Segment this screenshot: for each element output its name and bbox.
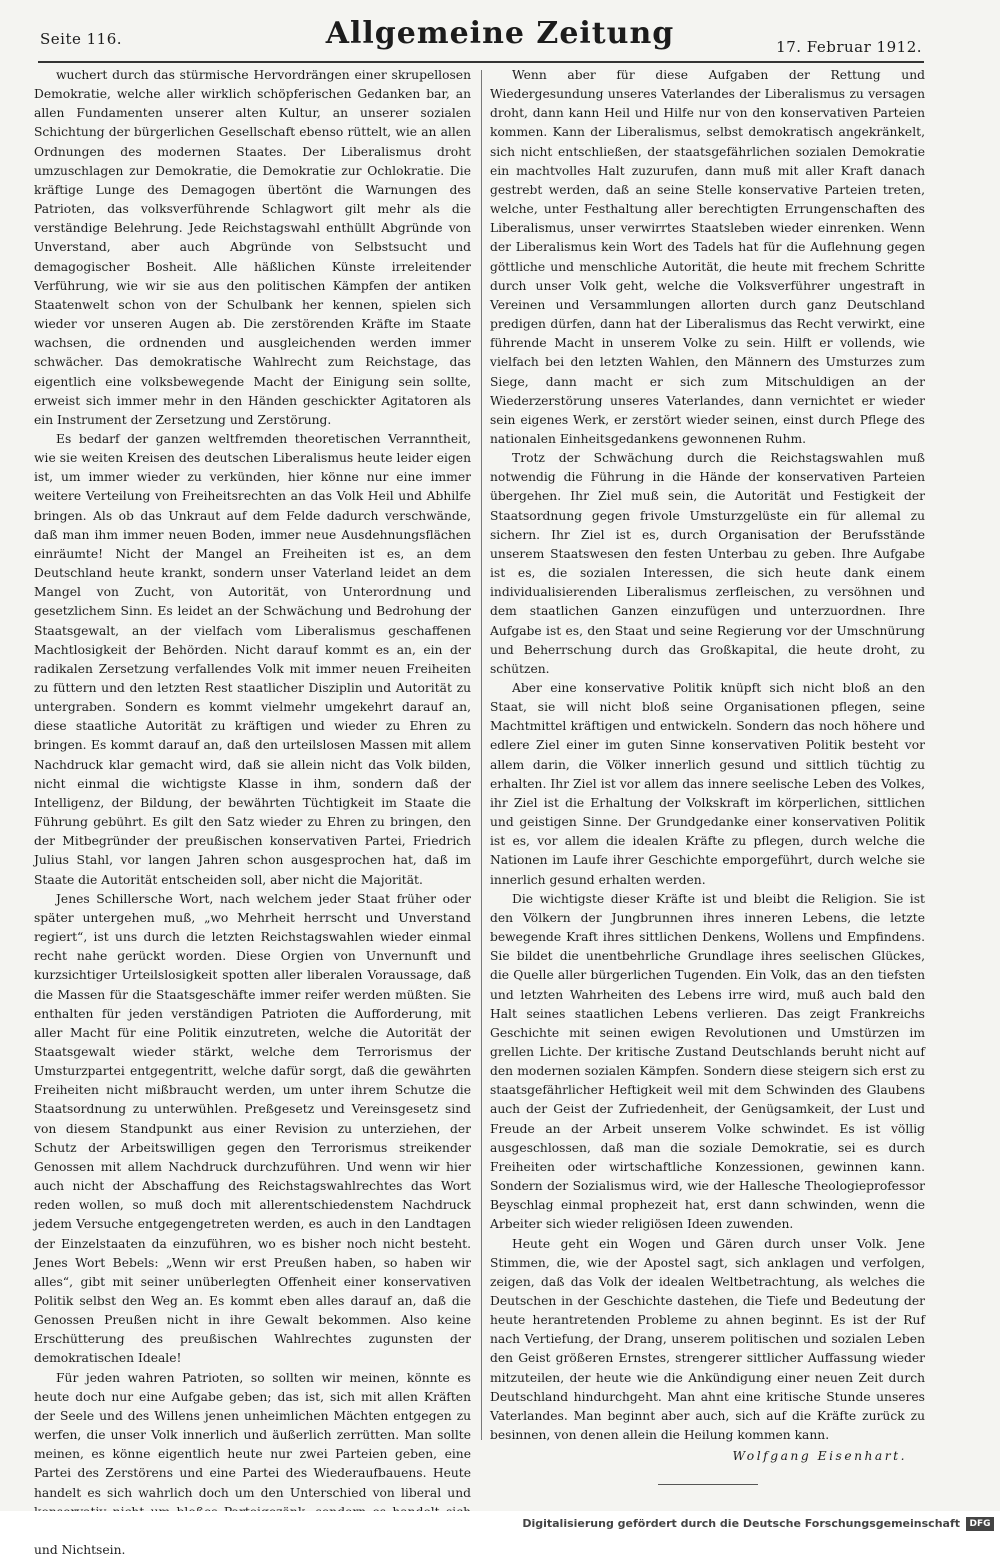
right-column [490, 66, 925, 1485]
paragraph: Für jeden wahren Patrioten, so sollten wir meinen, könnte es heute doch nur eine Aufgabe geben; das ist, sich mit allen Kräften der Seele und des Willens jenen unheimlichen Mächten entgegen zu werfen, die unser Volk innerlich und äußerlich zerrütten. Man sollte meinen, es könne eigentlich heute nur zwei Parteien geben, eine Partei des Zerstörens und eine Partei des Wiederaufbauens. Heute handelt es sich wahrlich doch um den Unterschied von liberal und und Nichtsein. [34, 1370, 471, 1558]
article-end-rule [658, 1484, 758, 1485]
dfg-logo: DFG [966, 1517, 994, 1531]
paragraph: wuchert durch das stürmische Hervordrängen einer skrupellosen Demokratie, welche aller wirklich schöpferischen Gedanken bar, an allen Fundamenten unserer alten Kultur, an unserer sozialen Schichtung der bürgerlichen Gesellschaft ebenso rüttelt, wie an allen Ordnungen des modernen Staates. Der Liberalismus droht umzuschlagen zur Demokratie, die Demokratie zur Ochlokratie. Die kräftige Lunge des Demagogen übertönt die Warnungen des Patrioten, das volksverführende Schlagwort gilt mehr als die verständige Belehrung. Jede Reichstagswahl enthüllt Abgründe von Unverstand, aber auch Abgründe von Selbstsucht und demagogischer Bosheit. Alle häßlichen Künste irreleitender Verführung, wie wir sie aus den politischen Kämpfen der antiken Staatenwelt schon von der Schulbank her kennen, spielen sich wieder vor unseren Augen ab. Die zerstörenden Kräfte im Staate wachsen, die ordnenden und ausgleichenden werden immer schwächer. Das demokratische Wahlrecht zum Reichstage, das eigentlich eine volksbewegende Macht der Einigung sein sollte, erweist sich immer mehr in den Händen geschickter Agitatoren als ein Instrument der Zersetzung und Zerstörung. [34, 68, 471, 427]
left-column [34, 66, 471, 1560]
paragraph: Es bedarf der ganzen weltfremden theoretischen Verranntheit, wie sie weiten Kreisen des deutschen Liberalismus heute leider eigen ist, um immer wieder zu verkünden, hier könne nur eine immer weitere Verteilung von Freiheitsrechten an das Volk Heil und Abhilfe bringen. Als ob das Unkraut auf dem Felde dadurch verschwände, daß man ihm immer neuen Boden, immer neue Ausdehnungsflächen einräumte! Nicht der Mangel an Freiheiten ist es, an dem Deutschland heute krankt, sondern unser Vaterland leidet an dem Mangel von Zucht, von Autorität, von Unterordnung und gesetzlichem Sinn. Es leidet an der Schwächung und Bedrohung der Staatsgewalt, an der vielfach vom Liberalismus geschaffenen Machtlosigkeit der Behörden. Nicht darauf kommt es an, ein der radikalen Zersetzung verfallendes Volk mit immer neuen Freiheiten zu füttern und den letzten Rest staatlicher Disziplin und Autorität zu untergraben. Sondern es kommt vielmehr umgekehrt darauf an, diese staatliche Autorität zu kräftigen und wieder zu Ehren zu bringen. Es kommt darauf an, daß den urteilslosen Massen mit allem Nachdruck klar gemacht wird, daß sie allein nicht das Volk bilden, nicht einmal die wichtigste Klasse in ihm, sondern daß der Intelligenz, der Bildung, der bewährten Tüchtigkeit im Staate die Führung gebührt. Es gilt den Satz wieder zu Ehren zu bringen, den der Mitbegründer der preußischen konservativen Partei, Friedrich Julius Stahl, vor langen Jahren schon ausgesprochen hat, daß im Staate die Autorität entscheiden soll, aber nicht die Majorität. [34, 431, 471, 887]
paragraph: Wenn aber für diese Aufgaben der Rettung und Wiedergesundung unseres Vaterlandes der Liberalismus zu versagen droht, dann kann Heil und Hilfe nur von den konservativen Parteien kommen. Kann der Liberalismus, selbst demokratisch angekränkelt, sich nicht entschließen, der staatsgefährlichen sozialen Demokratie ein machtvolles Halt zuzurufen, dann muß mit aller Kraft danach gestrebt werden, daß an seine Stelle konservative Parteien treten, welche, unter Festhaltung aller berechtigten Errungenschaften des Liberalismus, unser verwirrtes Staatsleben wieder einrenken. Wenn der Liberalismus kein Wort des Tadels hat für die Auflehnung gegen göttliche und menschliche Autorität, die heute mit frechem Schritte durch unser Volk geht, welche die Volksverführer ungestraft in Vereinen und Versammlungen allorten durch ganz Deutschland predigen dürfen, dann hat der Liberalismus das Recht verwirkt, eine führende Macht in unserem Volke zu sein. Hilft er vollends, wie vielfach bei den letzten Wahlen, den Männern des Umsturzes zum Siege, dann macht er sich zum Mitschuldigen an der Wiederzerstörung unseres Vaterlandes, dann vernichtet er wieder sein eigenes Werk, er zerstört wieder seinen, einst durch Pflege des nationalen Einheitsgedankens gewonnenen Ruhm. [490, 68, 925, 446]
header-rule [38, 61, 924, 63]
funding-note: Digitalisierung gefördert durch die Deutsche Forschungsgemeinschaft [522, 1517, 960, 1530]
paragraph: Jenes Schillersche Wort, nach welchem jeder Staat früher oder später untergehen muß, „wo Mehrheit herrscht und Unverstand regiert“, ist uns durch die letzten Reichstagswahlen wieder einmal recht nahe gerückt worden. Diese Orgien von Unvernunft und kurzsichtiger Urteilslosigkeit spotten aller liberalen Voraussage, daß die Massen für die Staatsgeschäfte immer reifer werden müßten. Sie enthalten für jeden verständigen Patrioten die Aufforderung, mit aller Macht für eine Politik einzutreten, welche die Autorität der Staatsgewalt wieder stärkt, welche dem Terrorismus der Umsturzpartei entgegentritt, welche dafür sorgt, daß die gewährten Freiheiten nicht mißbraucht werden, um unter ihrem Schutze die Staatsordnung zu unterwühlen. Preßgesetz und Vereinsgesetz sind von diesem Standpunkt aus einer Revision zu unterziehen, der Schutz der Arbeitswilligen gegen den Terrorismus streikender Genossen mit allem Nachdruck durchzuführen. Und wenn wir hier auch nicht der Abschaffung des Reichstagswahlrechtes das Wort reden wollen, so muß doch mit allerentschiedenstem Nachdruck jedem Versuche entgegengetreten werden, es auch in den Landtagen der Einzelstaaten da einzuführen, wo es bisher noch nicht besteht. Jenes Wort Bebels: „Wenn wir erst Preußen haben, so haben wir alles“, gibt mit seiner unüberlegten Offenheit einer konservativen Politik selbst den Weg an. Es kommt eben alles darauf an, daß die Genossen Preußen nicht in ihre Gewalt bekommen. Also keine Erschütterung des preußischen Wahlrechtes zugunsten der demokratischen Ideale! [34, 891, 471, 1366]
page-number: Seite 116. [40, 30, 123, 48]
paragraph: Heute geht ein Wogen und Gären durch unser Volk. Jene Stimmen, die, wie der Apostel sagt, sich anklagen und verfolgen, zeigen, daß das Volk der idealen Weltbetrachtung, als welches die Deutschen in der Geschichte dastehen, die Tiefe und Bedeutung der heute herantretenden Probleme zu ahnen beginnt. Es ist der Ruf nach Vertiefung, der Drang, unserem politischen und sozialen Leben den Geist größeren Ernstes, strengerer sittlicher Auffassung wieder mitzuteilen, der heute wie die Ankündigung einer neuen Zeit durch Deutschland hindurchgeht. Man ahnt eine kritische Stunde unseres Vaterlandes. Man beginnt aber auch, sich auf die Kräfte zurück zu besinnen, von denen allein die Heilung kommen kann. [490, 1236, 925, 1443]
paragraph: Aber eine konservative Politik knüpft sich nicht bloß an den Staat, sie will nicht bloß seine Organisationen pflegen, seine Machtmittel kräftigen und entwickeln. Sondern das noch höhere und edlere Ziel einer im guten Sinne konservativen Politik besteht vor allem darin, die Völker innerlich gesund und sittlich tüchtig zu erhalten. Ihr Ziel ist vor allem das innere seelische Leben des Volkes, ihr Ziel ist die Erhaltung der Volkskraft im körperlichen, sittlichen und geistigen Sinne. Der Grundgedanke einer konservativen Politik ist es, vor allem die idealen Kräfte zu pflegen, durch welche die Nationen im Laufe ihrer Geschichte emporgeführt, durch welche sie innerlich gesund erhalten werden. [490, 681, 925, 887]
author-signature: Wolfgang Eisenhart. [732, 1449, 907, 1464]
footer-bar [0, 1511, 1000, 1537]
paragraph: Trotz der Schwächung durch die Reichstagswahlen muß notwendig die Führung in die Hände der konservativen Parteien übergehen. Ihr Ziel muß sein, die Autorität und Festigkeit der Staatsordnung gegen frivole Umsturzgelüste ein für allemal zu sichern. Ihr Ziel ist es, durch Organisation der Berufsstände unserem Staatswesen den festen Unterbau zu geben. Ihre Aufgabe ist es, die sozialen Interessen, die sich heute dank einem individualisierenden Liberalismus zerfleischen, zu versöhnen und dem staatlichen Ganzen einzufügen und unterzuordnen. Ihre Aufgabe ist es, den Staat und seine Regierung vor der Umschnürung und Beherrschung durch das Großkapital, die heute droht, zu schützen. [490, 451, 925, 676]
newspaper-title: Allgemeine Zeitung [325, 16, 675, 51]
column-divider [481, 70, 482, 1440]
issue-date: 17. Februar 1912. [776, 38, 922, 56]
paragraph: Die wichtigste dieser Kräfte ist und bleibt die Religion. Sie ist den Völkern der Jungbrunnen ihres inneren Lebens, die letzte bewegende Kraft ihres sittlichen Denkens, Wollens und Empfindens. Sie bildet die unentbehrliche Grundlage ihres seelischen Glückes, die Quelle aller bürgerlichen Tugenden. Ein Volk, das an den tiefsten und letzten Wahrheiten des Lebens irre wird, muß auch bald den Halt seines staatlichen Lebens verlieren. Das zeigt Frankreichs Geschichte mit seinen ewigen Revolutionen und Umstürzen im grellen Lichte. Der kritische Zustand Deutschlands beruht nicht auf den modernen sozialen Kämpfen. Sondern diese steigern sich erst zu staatsgefährlicher Heftigkeit weil mit dem Schwinden des Glaubens auch der Geist der Zufriedenheit, der Genügsamkeit, der Lust und Freude an der Arbeit unserem Volke schwindet. Es ist völlig ausgeschlossen, daß man die soziale Demokratie, sei es durch Freiheiten oder wirtschaftliche Konzessionen, gewinnen kann. Sondern der Sozialismus wird, wie der Hallesche Theologieprofessor Beyschlag einmal prophezeit hat, erst dann schwinden, wenn die Arbeiter sich wieder religiösen Ideen zuwenden. [490, 891, 925, 1232]
